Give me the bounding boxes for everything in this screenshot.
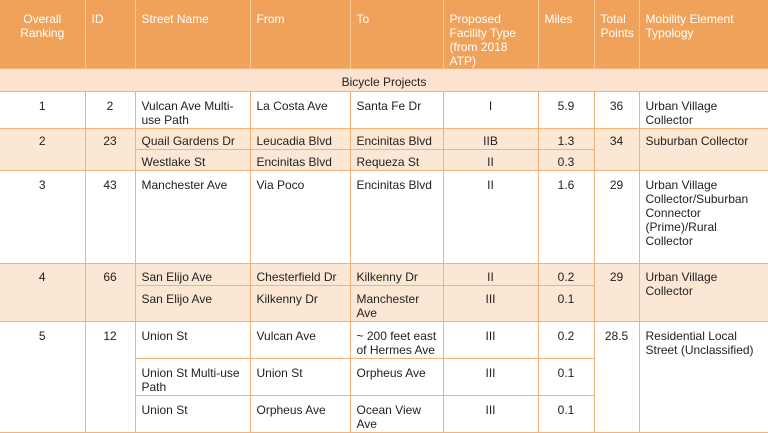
id-cell: 66 [85,264,135,322]
ranking-cell: 2 [0,129,85,171]
id-cell: 2 [85,92,135,129]
ranking-cell: 1 [0,92,85,129]
header-facility: Proposed Facility Type (from 2018 ATP) [443,0,538,69]
points-cell: 36 [594,92,639,129]
miles-cell: 0.2 [538,264,594,286]
header-id: ID [85,0,135,69]
header-typology: Mobility Element Typology [639,0,768,69]
to-cell: Ocean View Ave [350,396,443,433]
points-cell: 28.5 [594,322,639,433]
ranking-cell: 3 [0,171,85,264]
typology-cell: Residential Local Street (Unclassified) [639,322,768,433]
street-cell: San Elijo Ave [135,286,250,322]
to-cell: Requeza St [350,150,443,171]
header-row [0,0,768,69]
ranking-cell: 4 [0,264,85,322]
from-cell: Orpheus Ave [250,396,350,433]
table-row [0,264,768,286]
facility-cell: III [443,359,538,396]
from-cell: Chesterfield Dr [250,264,350,286]
typology-cell: Suburban Collector [639,129,768,171]
ranking-cell: 5 [0,322,85,433]
to-cell: Orpheus Ave [350,359,443,396]
table-row [0,322,768,359]
facility-cell: IIB [443,129,538,150]
header-to: To [350,0,443,69]
header-miles: Miles [538,0,594,69]
to-cell: Encinitas Blvd [350,129,443,150]
miles-cell: 1.6 [538,171,594,264]
to-cell: Encinitas Blvd [350,171,443,264]
street-cell: Union St [135,396,250,433]
header-points: Total Points [594,0,639,69]
section-row [0,69,768,92]
street-cell: Manchester Ave [135,171,250,264]
from-cell: Encinitas Blvd [250,150,350,171]
to-cell: Kilkenny Dr [350,264,443,286]
from-cell: Via Poco [250,171,350,264]
miles-cell: 0.1 [538,286,594,322]
facility-cell: II [443,264,538,286]
miles-cell: 0.3 [538,150,594,171]
miles-cell: 0.1 [538,396,594,433]
miles-cell: 1.3 [538,129,594,150]
points-cell: 29 [594,171,639,264]
to-cell: Manchester Ave [350,286,443,322]
street-cell: Westlake St [135,150,250,171]
points-cell: 34 [594,129,639,171]
facility-cell: III [443,396,538,433]
facility-cell: II [443,171,538,264]
points-cell: 29 [594,264,639,322]
to-cell: ~ 200 feet east of Hermes Ave [350,322,443,359]
typology-cell: Urban Village Collector [639,264,768,322]
to-cell: Santa Fe Dr [350,92,443,129]
table-row [0,129,768,150]
from-cell: Kilkenny Dr [250,286,350,322]
header-from: From [250,0,350,69]
header-ranking: Overall Ranking [0,0,85,69]
from-cell: Vulcan Ave [250,322,350,359]
typology-cell: Urban Village Collector/Suburban Connector (Prime)/Rural Collector [639,171,768,264]
facility-cell: III [443,322,538,359]
street-cell: Quail Gardens Dr [135,129,250,150]
from-cell: La Costa Ave [250,92,350,129]
facility-cell: III [443,286,538,322]
section-title: Bicycle Projects [0,69,768,92]
id-cell: 23 [85,129,135,171]
from-cell: Union St [250,359,350,396]
table-row [0,92,768,129]
miles-cell: 0.1 [538,359,594,396]
id-cell: 43 [85,171,135,264]
miles-cell: 5.9 [538,92,594,129]
street-cell: San Elijo Ave [135,264,250,286]
facility-cell: I [443,92,538,129]
table-row [0,171,768,264]
from-cell: Leucadia Blvd [250,129,350,150]
id-cell: 12 [85,322,135,433]
street-cell: Union St Multi-use Path [135,359,250,396]
typology-cell: Urban Village Collector [639,92,768,129]
facility-cell: II [443,150,538,171]
miles-cell: 0.2 [538,322,594,359]
header-street: Street Name [135,0,250,69]
street-cell: Union St [135,322,250,359]
street-cell: Vulcan Ave Multi-use Path [135,92,250,129]
